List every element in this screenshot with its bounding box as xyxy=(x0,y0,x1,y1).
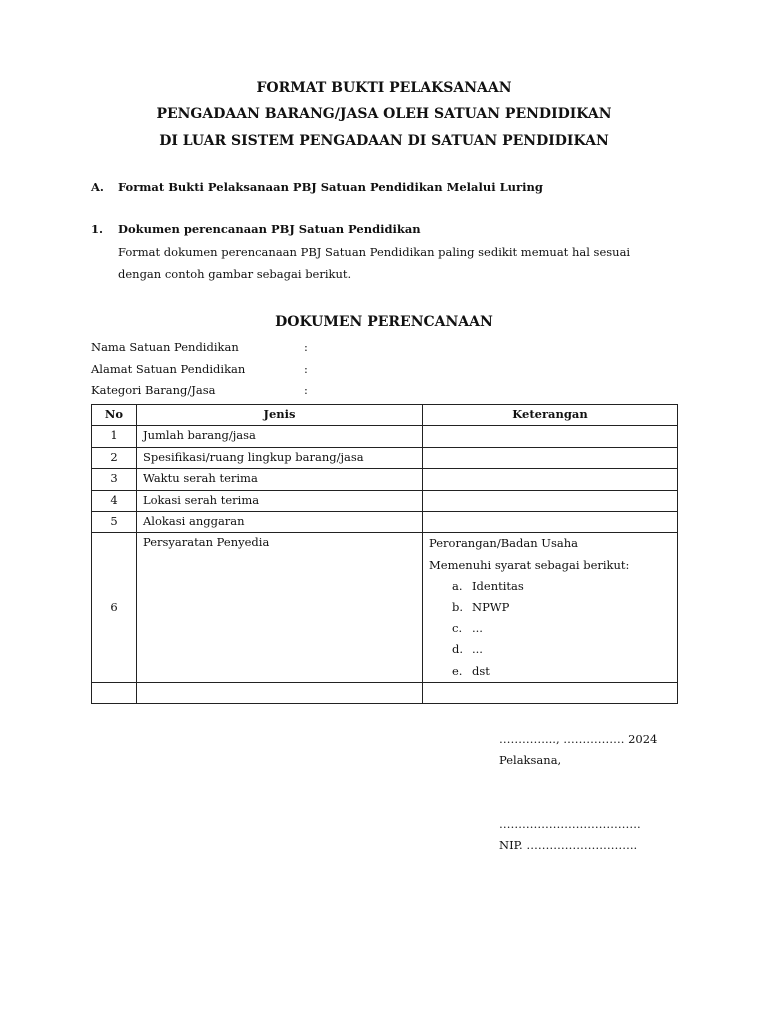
field-label-alamat: Alamat Satuan Pendidikan xyxy=(91,362,246,376)
header-no: No xyxy=(92,405,137,426)
planning-table xyxy=(91,404,678,704)
field-label-kategori: Kategori Barang/Jasa xyxy=(91,383,216,397)
row-no: 1 xyxy=(92,426,137,447)
row-jenis: Waktu serah terima xyxy=(137,469,423,490)
sub-item-marker: c. xyxy=(452,621,463,636)
signature-name-line: ………………………………. xyxy=(499,817,641,831)
title-line-2: PENGADAAN BARANG/JASA OLEH SATUAN PENDIDIKAN xyxy=(156,106,612,122)
sub-item xyxy=(429,661,671,682)
row-no: 6 xyxy=(92,533,137,682)
sub-item xyxy=(429,597,671,618)
table-row xyxy=(92,490,678,511)
row-jenis xyxy=(137,682,423,703)
field-colon-alamat: : xyxy=(304,362,308,376)
table-row xyxy=(92,447,678,468)
sub-item-text: ... xyxy=(472,642,483,657)
item-1-paragraph-line-1: Format dokumen perencanaan PBJ Satuan Pendidikan paling sedikit memuat hal sesuai xyxy=(118,245,631,259)
table-header-row xyxy=(92,405,678,426)
row-keterangan xyxy=(423,490,678,511)
row-no: 4 xyxy=(92,490,137,511)
row-keterangan xyxy=(423,533,678,682)
row-keterangan xyxy=(423,511,678,532)
sub-item-marker: e. xyxy=(452,663,463,678)
table-row-empty xyxy=(92,682,678,703)
section-a-marker: A. xyxy=(91,180,104,194)
sub-item-marker: d. xyxy=(452,642,464,657)
row-keterangan xyxy=(423,426,678,447)
title-line-3: DI LUAR SISTEM PENGADAAN DI SATUAN PENDIDIKAN xyxy=(159,133,609,149)
row-jenis: Lokasi serah terima xyxy=(137,490,423,511)
sub-item-text: dst xyxy=(472,663,490,678)
sub-item xyxy=(429,576,671,597)
item-1-heading: Dokumen perencanaan PBJ Satuan Pendidikan xyxy=(118,222,421,236)
sub-item-text: Identitas xyxy=(472,578,524,593)
row-keterangan xyxy=(423,682,678,703)
row-jenis: Spesifikasi/ruang lingkup barang/jasa xyxy=(137,447,423,468)
row-no xyxy=(92,682,137,703)
field-label-nama: Nama Satuan Pendidikan xyxy=(91,340,239,354)
table-row xyxy=(92,469,678,490)
signature-date: …………..., ……………. 2024 xyxy=(499,732,658,746)
table-row-persyaratan xyxy=(92,533,678,682)
row-no: 2 xyxy=(92,447,137,468)
title-line-1: FORMAT BUKTI PELAKSANAAN xyxy=(256,80,512,96)
table-row xyxy=(92,511,678,532)
sub-item-marker: a. xyxy=(452,578,463,593)
table-row xyxy=(92,426,678,447)
header-jenis: Jenis xyxy=(137,405,423,426)
row-keterangan xyxy=(423,447,678,468)
row-jenis: Jumlah barang/jasa xyxy=(137,426,423,447)
row-no: 3 xyxy=(92,469,137,490)
row-jenis: Alokasi anggaran xyxy=(137,511,423,532)
sub-item xyxy=(429,639,671,660)
signature-nip: NIP. ……………………….. xyxy=(499,838,638,852)
item-1-paragraph-line-2: dengan contoh gambar sebagai berikut. xyxy=(118,267,352,281)
sub-item-marker: b. xyxy=(452,599,464,614)
header-keterangan: Keterangan xyxy=(423,405,678,426)
field-colon-kategori: : xyxy=(304,383,308,397)
keterangan-line-2: Memenuhi syarat sebagai berikut: xyxy=(429,557,630,572)
row-no: 5 xyxy=(92,511,137,532)
row-jenis: Persyaratan Penyedia xyxy=(137,533,423,682)
item-1-marker: 1. xyxy=(91,222,104,236)
keterangan-line-1: Perorangan/Badan Usaha xyxy=(429,536,579,551)
signature-role: Pelaksana, xyxy=(499,753,562,767)
sub-item-text: ... xyxy=(472,621,483,636)
sub-item xyxy=(429,618,671,639)
row-keterangan xyxy=(423,469,678,490)
doc-heading: DOKUMEN PERENCANAAN xyxy=(275,314,493,330)
field-colon-nama: : xyxy=(304,340,308,354)
section-a-text: Format Bukti Pelaksanaan PBJ Satuan Pendidikan Melalui Luring xyxy=(118,180,543,194)
sub-item-text: NPWP xyxy=(472,599,510,614)
